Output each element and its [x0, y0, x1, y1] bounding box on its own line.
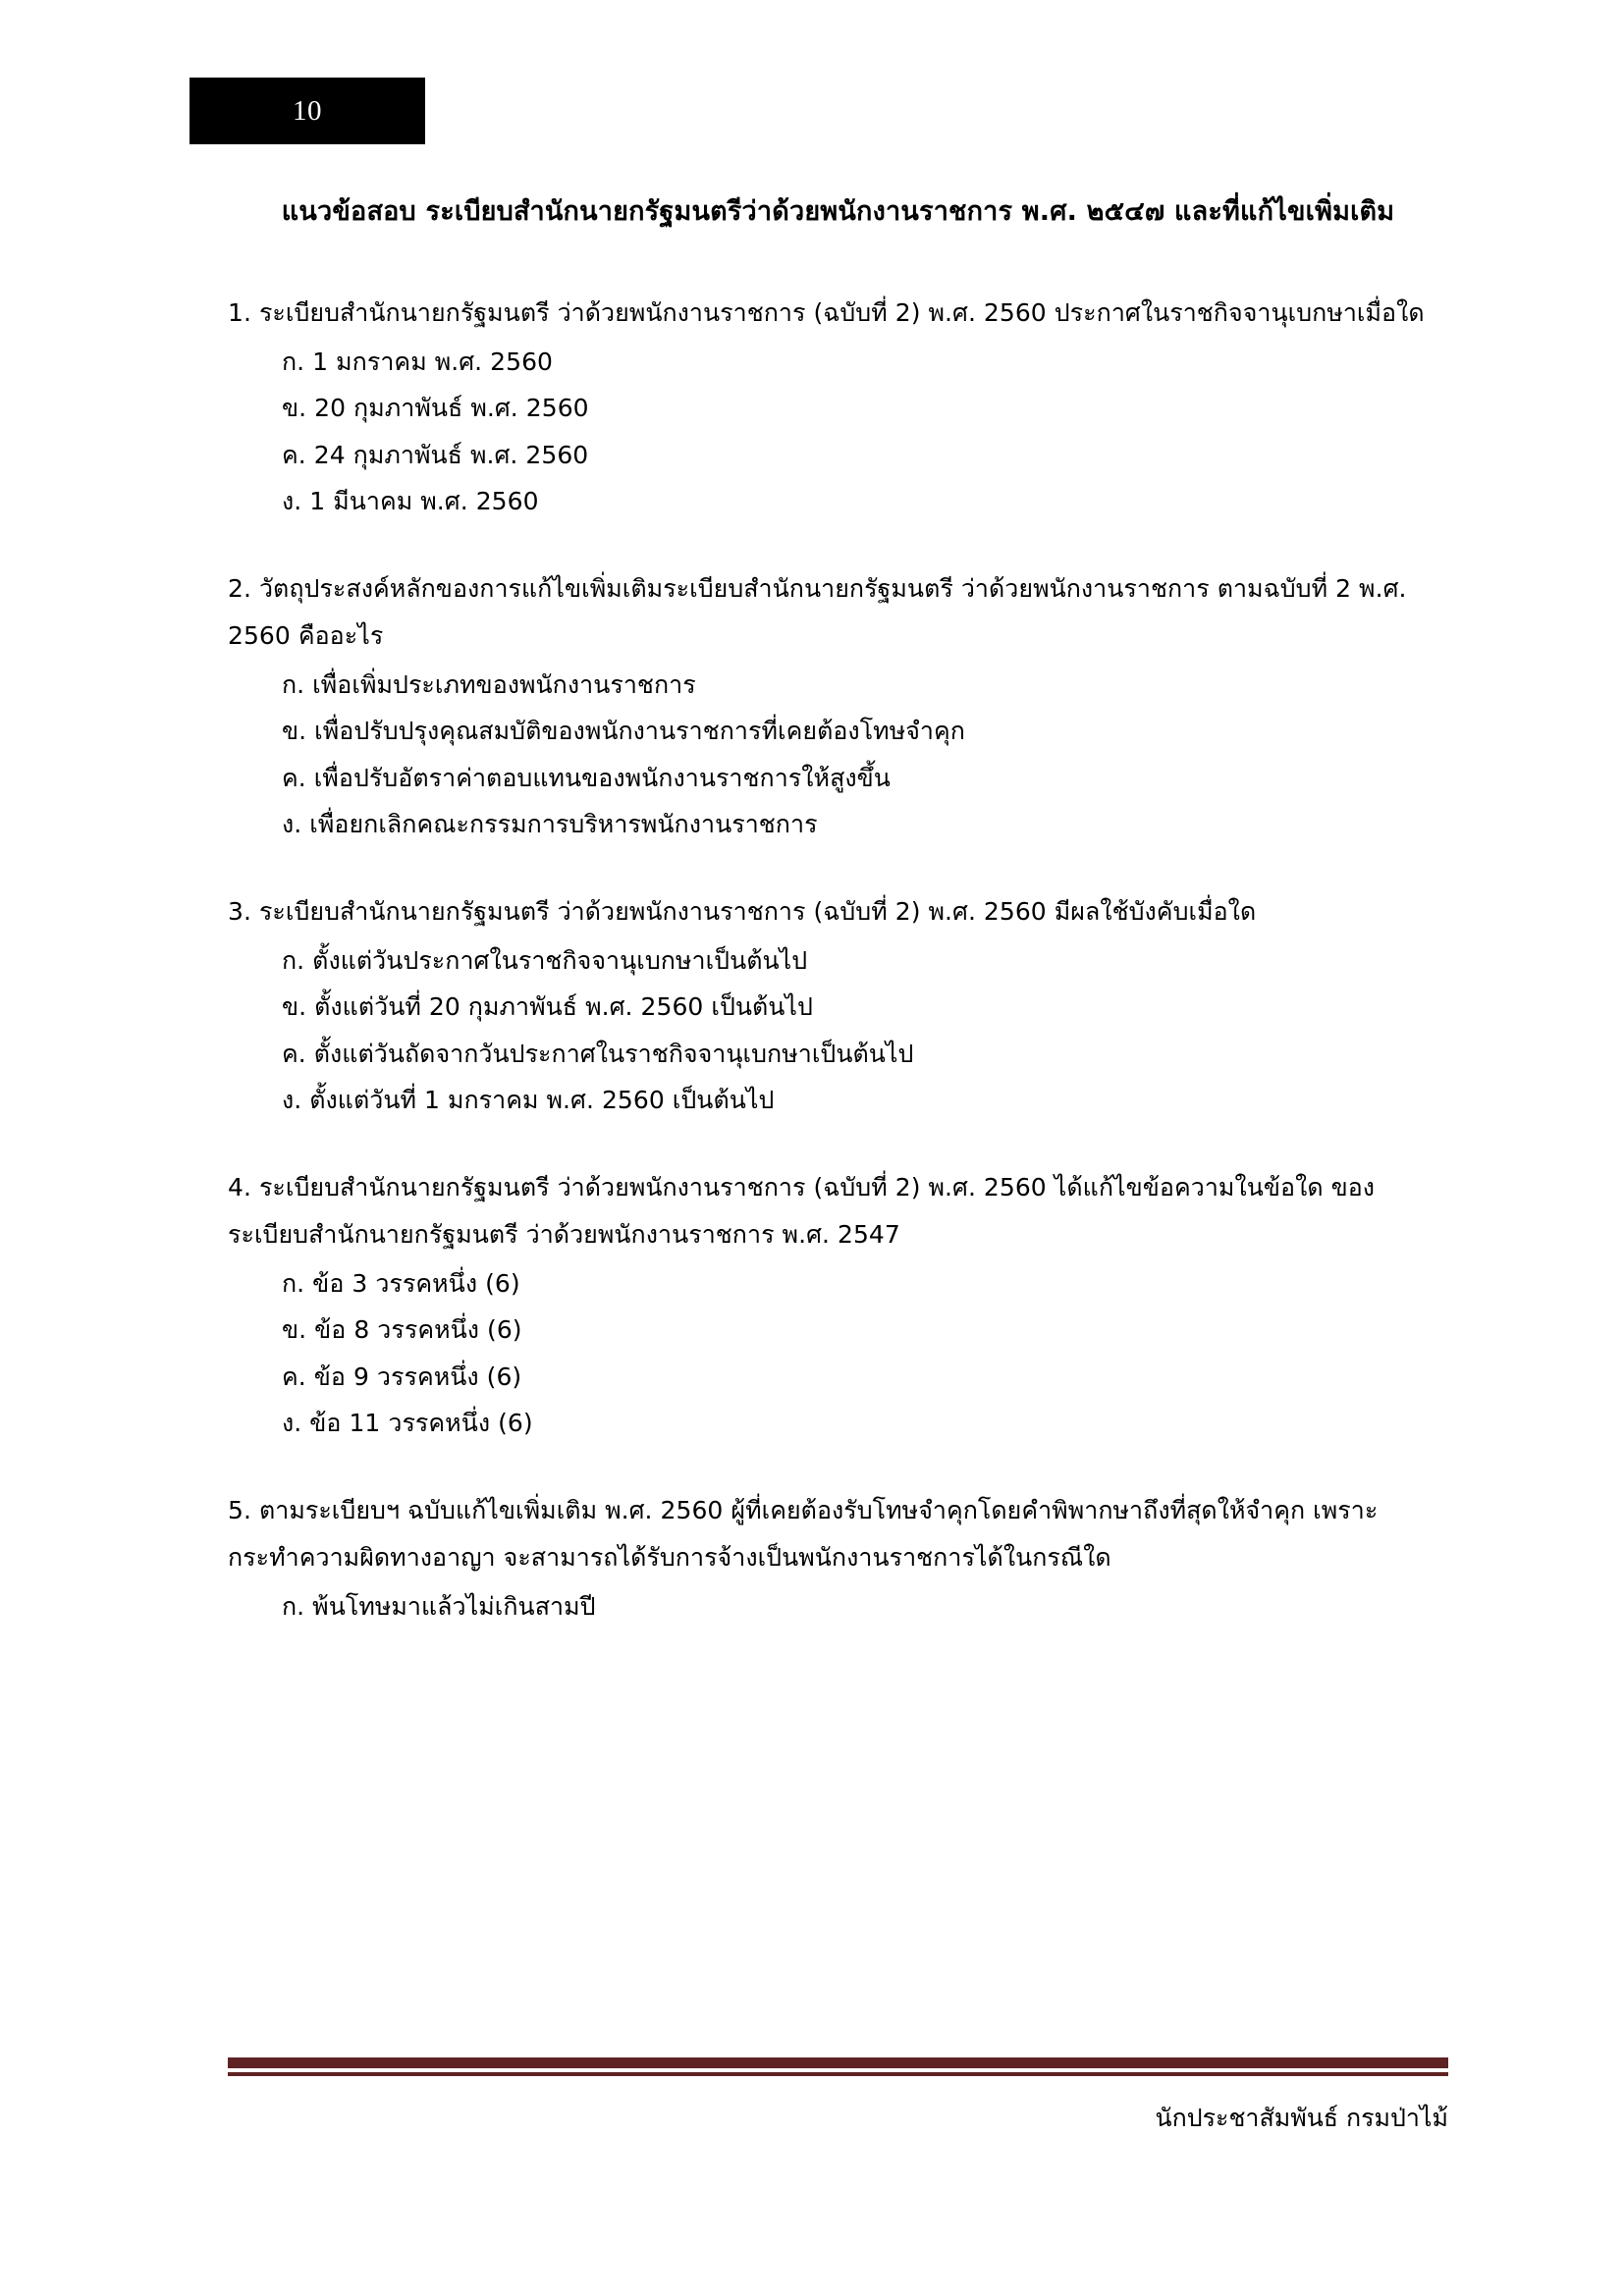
footer-attribution: นักประชาสัมพันธ์ กรมป่าไม้ — [1155, 2104, 1448, 2132]
choice-item: ก. ตั้งแต่วันประกาศในราชกิจจานุเบกษาเป็นต้นไป — [282, 945, 808, 975]
choice-item: ข. เพื่อปรับปรุงคุณสมบัติของพนักงานราชการที่เคยต้องโทษจำคุก — [282, 717, 965, 746]
page-number-badge — [189, 78, 425, 144]
question-stem: 3. ระเบียบสำนักนายกรัฐมนตรี ว่าด้วยพนักงานราชการ (ฉบับที่ 2) พ.ศ. 2560 มีผลใช้บังคับเมื่อใด — [228, 896, 1257, 926]
choice-item: ง. ข้อ 11 วรรคหนึ่ง (6) — [282, 1409, 533, 1438]
page-footer — [228, 2057, 1448, 2140]
choice-item: ง. 1 มีนาคม พ.ศ. 2560 — [282, 487, 539, 516]
choice-item: ค. ตั้งแต่วันถัดจากวันประกาศในราชกิจจานุเบกษาเป็นต้นไป — [282, 1039, 914, 1068]
page-title: แนวข้อสอบ ระเบียบสำนักนายกรัฐมนตรีว่าด้วยพนักงานราชการ พ.ศ. ๒๕๔๗ และที่แก้ไขเพิ่มเติม — [281, 196, 1395, 227]
question-stem: 2. วัตถุประสงค์หลักของการแก้ไขเพิ่มเติมระเบียบสำนักนายกรัฐมนตรี ว่าด้วยพนักงานราชการ ตามฉบับที่ 2 พ.ศ. 2560 คืออะไร — [228, 573, 1407, 650]
choice-list — [228, 339, 1448, 525]
question-block — [228, 565, 1448, 848]
choice-list — [228, 1260, 1448, 1447]
choice-list — [228, 937, 1448, 1124]
document-content — [228, 191, 1448, 1629]
question-block — [228, 290, 1448, 525]
question-stem: 1. ระเบียบสำนักนายกรัฐมนตรี ว่าด้วยพนักงานราชการ (ฉบับที่ 2) พ.ศ. 2560 ประกาศในราชกิจจานุเบกษาเมื่อใด — [228, 297, 1425, 327]
choice-item: ข. ข้อ 8 วรรคหนึ่ง (6) — [282, 1315, 522, 1345]
choice-item: ข. ตั้งแต่วันที่ 20 กุมภาพันธ์ พ.ศ. 2560 เป็นต้นไป — [282, 992, 813, 1022]
choice-item: ค. 24 กุมภาพันธ์ พ.ศ. 2560 — [282, 440, 589, 469]
choice-item: ง. ตั้งแต่วันที่ 1 มกราคม พ.ศ. 2560 เป็นต้นไป — [282, 1086, 775, 1115]
question-stem: 5. ตามระเบียบฯ ฉบับแก้ไขเพิ่มเติม พ.ศ. 2560 ผู้ที่เคยต้องรับโทษจำคุกโดยคำพิพากษาถึงที่สุดให้จำคุก เพราะกระทำความผิดทางอาญา จะสามารถได้รับการจ้างเป็นพนักงานราชการได้ในกรณีใด — [228, 1495, 1379, 1572]
choice-item: ก. ข้อ 3 วรรคหนึ่ง (6) — [282, 1268, 520, 1298]
choice-list — [228, 1583, 1448, 1630]
choice-item: ข. 20 กุมภาพันธ์ พ.ศ. 2560 — [282, 394, 589, 423]
question-block — [228, 1487, 1448, 1630]
choice-item: ค. เพื่อปรับอัตราค่าตอบแทนของพนักงานราชการให้สูงขึ้น — [282, 763, 891, 792]
footer-rule-thick — [228, 2057, 1448, 2068]
page-number-label: 10 — [293, 94, 322, 127]
choice-item: ก. พ้นโทษมาแล้วไม่เกินสามปี — [282, 1591, 596, 1621]
question-block — [228, 1164, 1448, 1447]
footer-rule-thin — [228, 2072, 1448, 2076]
choice-list — [228, 662, 1448, 848]
choice-item: ค. ข้อ 9 วรรคหนึ่ง (6) — [282, 1362, 522, 1391]
choice-item: ง. เพื่อยกเลิกคณะกรรมการบริหารพนักงานราชการ — [282, 810, 818, 839]
question-stem: 4. ระเบียบสำนักนายกรัฐมนตรี ว่าด้วยพนักงานราชการ (ฉบับที่ 2) พ.ศ. 2560 ได้แก้ไขข้อความในข้อใด ของระเบียบสำนักนายกรัฐมนตรี ว่าด้วยพนักงานราชการ พ.ศ. 2547 — [228, 1172, 1376, 1249]
choice-item: ก. เพื่อเพิ่มประเภทของพนักงานราชการ — [282, 669, 696, 699]
question-block — [228, 888, 1448, 1124]
choice-item: ก. 1 มกราคม พ.ศ. 2560 — [282, 347, 553, 376]
